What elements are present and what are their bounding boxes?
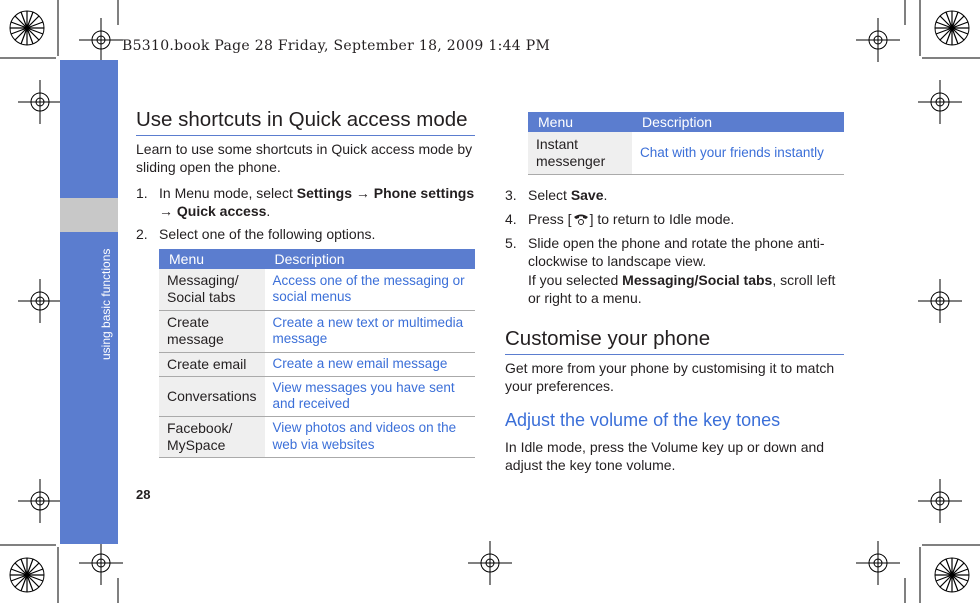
description-cell: View photos and videos on the web via websites bbox=[265, 416, 476, 457]
customise-intro: Get more from your phone by customising it to match your preferences. bbox=[505, 360, 835, 394]
step-text: In Menu mode, select Settings → Phone settings → Quick access. bbox=[159, 185, 475, 219]
sidebar-label: using basic functions bbox=[99, 248, 113, 360]
step-4: 4. Press [ ] to return to Idle mode. bbox=[505, 211, 735, 227]
step-number: 4. bbox=[505, 211, 517, 227]
menu-cell: Create email bbox=[159, 352, 265, 376]
column-header-menu: Menu bbox=[528, 112, 632, 132]
menu-cell: Conversations bbox=[159, 376, 265, 416]
menu-path-settings: Settings bbox=[296, 185, 352, 201]
table-row bbox=[159, 269, 475, 310]
shortcuts-table bbox=[159, 249, 475, 458]
step-number: 1. bbox=[136, 185, 148, 201]
table-row bbox=[159, 310, 475, 352]
menu-cell: Instant messenger bbox=[528, 132, 632, 174]
messaging-social-tabs-option: Messaging/Social tabs bbox=[622, 272, 773, 288]
step-text: Slide open the phone and rotate the phone anti-clockwise to landscape view. bbox=[528, 235, 825, 269]
step-5 bbox=[505, 234, 845, 270]
table-row bbox=[159, 416, 475, 457]
section-title-customise: Customise your phone bbox=[505, 327, 844, 355]
end-key-icon bbox=[572, 211, 590, 223]
step-number: 3. bbox=[505, 187, 517, 203]
menu-path-phone-settings: Phone settings bbox=[373, 185, 475, 201]
menu-path-quick-access: Quick access bbox=[176, 203, 267, 219]
menu-cell: Create message bbox=[159, 310, 265, 352]
step-number: 5. bbox=[505, 235, 517, 251]
page-number: 28 bbox=[136, 487, 151, 502]
description-cell: Create a new text or multimedia message bbox=[265, 310, 476, 352]
description-cell: Access one of the messaging or social menus bbox=[265, 269, 476, 310]
table-row bbox=[528, 132, 844, 174]
column-header-menu: Menu bbox=[159, 249, 265, 269]
print-header: B5310.book Page 28 Friday, September 18, 2009 1:44 PM bbox=[122, 38, 551, 54]
description-cell: View messages you have sent and received bbox=[265, 376, 476, 416]
save-option: Save bbox=[570, 187, 604, 203]
menu-cell: Messaging/ Social tabs bbox=[159, 269, 265, 310]
table-header-row bbox=[528, 112, 844, 132]
subsection-title: Adjust the volume of the key tones bbox=[505, 410, 781, 430]
menu-cell: Facebook/ MySpace bbox=[159, 416, 265, 457]
column-header-description: Description bbox=[265, 249, 476, 269]
table-header-row bbox=[159, 249, 475, 269]
description-cell: Chat with your friends instantly bbox=[632, 132, 844, 174]
continued-table bbox=[528, 112, 844, 175]
table-row bbox=[159, 376, 475, 416]
column-header-description: Description bbox=[632, 112, 844, 132]
table-row bbox=[159, 352, 475, 376]
step-5-note: If you selected Messaging/Social tabs, scroll left or right to a menu. bbox=[528, 272, 836, 306]
step-text: Select one of the following options. bbox=[159, 226, 376, 242]
intro-paragraph: Learn to use some shortcuts in Quick access mode by sliding open the phone. bbox=[136, 141, 473, 175]
section-title: Use shortcuts in Quick access mode bbox=[136, 108, 475, 136]
step-3: 3. Select Save. bbox=[505, 187, 608, 203]
key-tone-paragraph: In Idle mode, press the Volume key up or down and adjust the key tone volume. bbox=[505, 439, 825, 473]
description-cell: Create a new email message bbox=[265, 352, 476, 376]
sidebar-gray-block bbox=[60, 198, 118, 232]
step-1 bbox=[136, 184, 476, 220]
step-2 bbox=[136, 225, 476, 243]
step-number: 2. bbox=[136, 226, 148, 242]
